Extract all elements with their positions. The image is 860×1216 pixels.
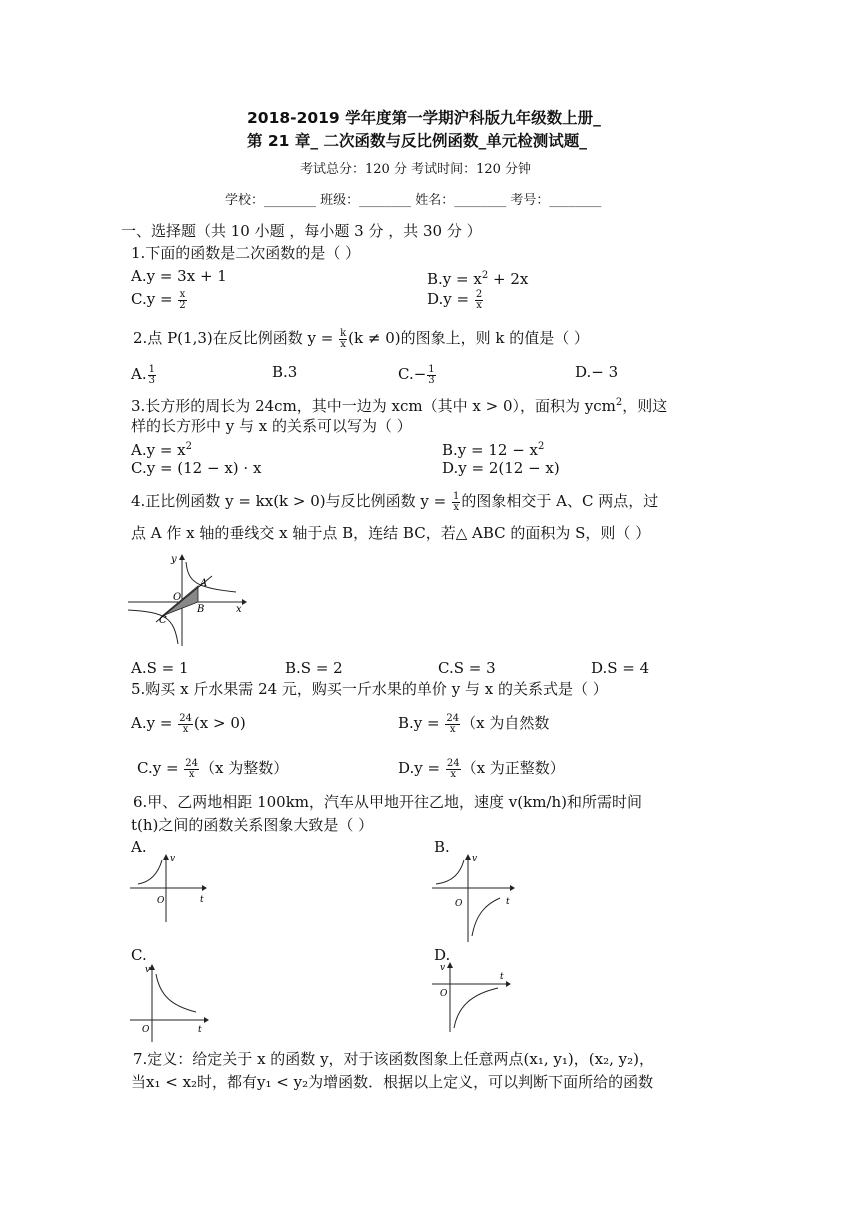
- q3-option-b: $B.y = 12 - x^2$: [442, 441, 545, 459]
- q6-d-v-label: v: [440, 963, 446, 973]
- q2-stem: 2.点 P(1,3)在反比例函数 y = $\frac{k}{x}$ (k ≠ 0)的图象上，则 k 的值是（ ）: [133, 327, 589, 350]
- q6-c-t-label: t: [198, 1025, 202, 1035]
- q6-line-2: t(h)之间的函数关系图象大致是（ ）: [131, 816, 374, 834]
- q5-option-d: D.y = $\frac{24}{x}$ （x 为正整数）: [398, 757, 565, 780]
- q1-option-c: C.y = $\frac{x}{2}$: [131, 288, 186, 311]
- q6-a-t-label: t: [200, 895, 204, 905]
- q6-graph-b: [430, 852, 516, 944]
- q4-graph-y-label: y: [171, 554, 177, 565]
- q3-line-2: 样的长方形中 y 与 x 的关系可以写为（ ）: [131, 417, 412, 435]
- q6-a-origin: O: [157, 896, 165, 906]
- title-line-2: 第 21 章_ 二次函数与反比例函数_单元检测试题_: [247, 132, 588, 150]
- q1-option-a: A.y = 3x + 1: [131, 267, 227, 285]
- q4-option-d: D.S = 4: [591, 659, 650, 677]
- q3-option-d: D.y = 2(12 − x): [442, 459, 560, 477]
- q4-graph-point-c: C: [159, 615, 167, 626]
- q5-option-a: A.y = $\frac{24}{x}$ (x > 0): [131, 712, 246, 735]
- q5-option-c: C.y = $\frac{24}{x}$ （x 为整数）: [137, 757, 289, 780]
- q6-b-t-label: t: [506, 897, 510, 907]
- q4-option-a: A.S = 1: [131, 659, 189, 677]
- q6-graph-c: [128, 960, 212, 1044]
- q3-option-a: $A.y = x^2$: [131, 441, 193, 459]
- q6-graph-a: [128, 852, 208, 924]
- q6-option-b: B.: [434, 838, 450, 856]
- q2-option-c: C.− $\frac{1}{3}$: [398, 363, 435, 386]
- q4-graph-origin: O: [173, 592, 182, 603]
- q4-line-2: 点 A 作 x 轴的垂线交 x 轴于点 B，连结 BC，若△ ABC 的面积为 S，则（ ）: [131, 524, 651, 542]
- section-heading: 一、选择题（共 10 小题 ，每小题 3 分 ，共 30 分 ）: [121, 222, 482, 240]
- q4-option-c: C.S = 3: [438, 659, 496, 677]
- q6-option-d: D.: [434, 946, 451, 964]
- student-info: 学校：________ 班级：________ 姓名：________ 考号：________: [225, 193, 602, 208]
- q4-graph-point-a: A: [200, 578, 208, 589]
- title-line-1: 2018-2019 学年度第一学期沪科版九年级数上册_: [247, 109, 601, 127]
- q1-option-d: D.y = $\frac{2}{x}$: [427, 288, 483, 311]
- q4-option-b: B.S = 2: [285, 659, 343, 677]
- q7-line-1: 7.定义：给定关于 x 的函数 y，对于该函数图象上任意两点(x₁, y₁)，(x₂, y₂)，: [133, 1050, 654, 1068]
- q2-option-d: D.− 3: [575, 363, 619, 381]
- q2-option-a: A. $\frac{1}{3}$: [131, 363, 155, 386]
- exam-info: 考试总分：120 分 考试时间：120 分钟: [300, 162, 532, 177]
- q5-stem: 5.购买 x 斤水果需 24 元，购买一斤水果的单价 y 与 x 的关系式是（ ）: [131, 680, 608, 698]
- q4-line-1: 4.正比例函数 y = kx(k > 0)与反比例函数 y = $\frac{1}{x}$ 的图象相交于 A、C 两点，过: [131, 490, 659, 513]
- q4-graph-point-b: B: [197, 604, 205, 615]
- q4-graph-x-label: x: [236, 604, 242, 615]
- q6-option-c: C.: [131, 946, 147, 964]
- q6-c-v-label: v: [145, 965, 151, 975]
- q5-option-b: B.y = $\frac{24}{x}$ （x 为自然数: [398, 712, 550, 735]
- q4-graph: [126, 552, 248, 648]
- q2-option-b: B.3: [272, 363, 298, 381]
- q6-b-origin: O: [455, 899, 463, 909]
- q1-option-b: $B.y = x^2 + 2x$: [427, 270, 529, 288]
- q6-graph-d: [430, 960, 514, 1034]
- q3-option-c: C.y = (12 − x) · x: [131, 459, 262, 477]
- q1-stem: 1.下面的函数是二次函数的是（ ）: [131, 244, 361, 262]
- q6-b-v-label: v: [472, 854, 478, 864]
- q6-option-a: A.: [131, 838, 147, 856]
- q6-a-v-label: v: [170, 854, 176, 864]
- q6-d-origin: O: [440, 989, 448, 999]
- q3-line-1: 3.长方形的周长为 24cm，其中一边为 xcm（其中 x > 0），面积为 ycm$^2$，则这: [131, 397, 668, 415]
- q7-line-2: 当x₁ < x₂时，都有y₁ < y₂为增函数．根据以上定义，可以判断下面所给的函数: [131, 1073, 654, 1091]
- q6-d-t-label: t: [500, 972, 504, 982]
- q6-line-1: 6.甲、乙两地相距 100km，汽车从甲地开往乙地，速度 v(km/h)和所需时间: [133, 793, 642, 811]
- q6-c-origin: O: [142, 1025, 150, 1035]
